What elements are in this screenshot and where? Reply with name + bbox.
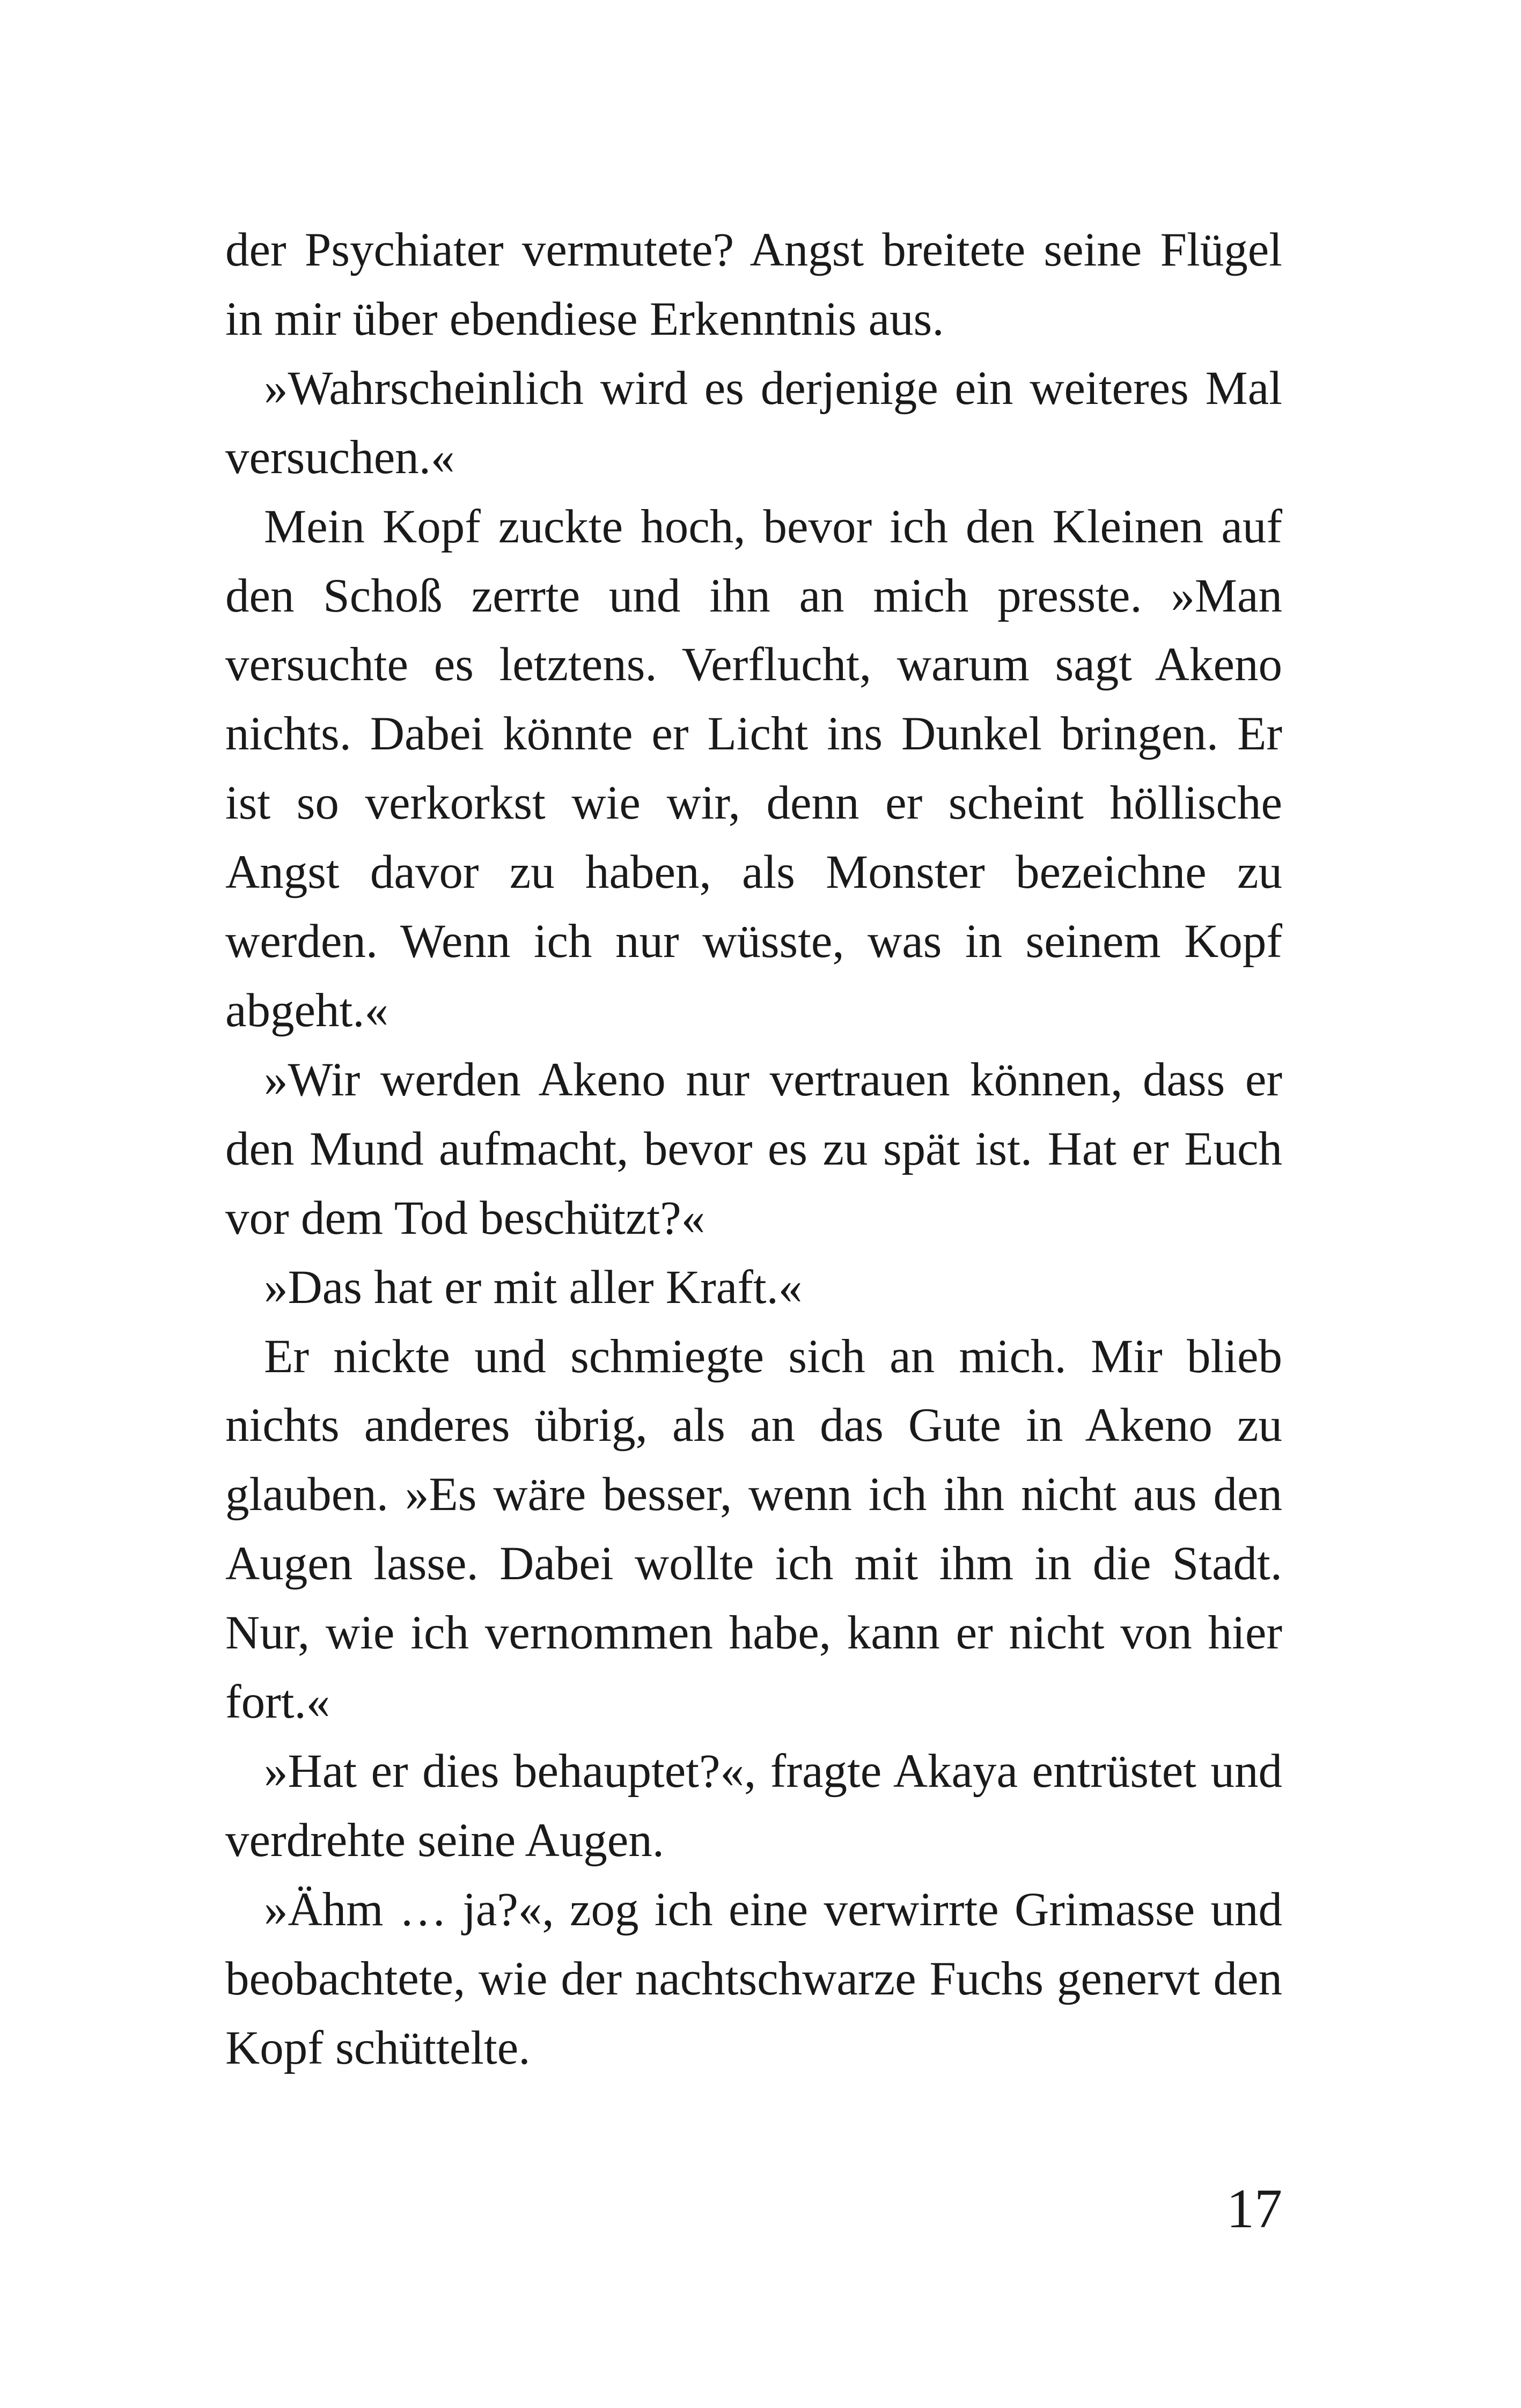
paragraph: »Das hat er mit aller Kraft.« xyxy=(264,1261,803,1314)
paragraph: der Psychiater vermutete? Angst breitete seine Flügel in mir über ebendiese Erkenntnis aus. xyxy=(225,224,1282,345)
paragraph: »Wahrscheinlich wird es derjenige ein weiteres Mal versuchen.« xyxy=(225,362,1282,484)
paragraph: »Ähm … ja?«, zog ich eine verwirrte Grimasse und beobachtete, wie der nachtschwarze Fuchs genervt den Kopf schüttelte. xyxy=(225,1883,1282,2074)
paragraph: Mein Kopf zuckte hoch, bevor ich den Kleinen auf den Schoß zerrte und ihn an mich presste. »Man versuchte es letztens. Verflucht, warum sagt Akeno nichts. Dabei könnte er Licht ins Dunkel bringen. Er ist so verkorkst wie wir, denn er scheint höllische Angst davor zu haben, als Monster bezeichne zu werden. Wenn ich nur wüsste, was in seinem Kopf abgeht.« xyxy=(225,500,1282,1037)
paragraph: »Wir werden Akeno nur vertrauen können, dass er den Mund aufmacht, bevor es zu spät ist. Hat er Euch vor dem Tod beschützt?« xyxy=(225,1053,1282,1244)
paragraph: »Hat er dies behauptet?«, fragte Akaya entrüstet und verdrehte seine Augen. xyxy=(225,1744,1282,1867)
paragraph: Er nickte und schmiegte sich an mich. Mir blieb nichts anderes übrig, als an das Gute in Akeno zu glauben. »Es wäre besser, wenn ich ihn nicht aus den Augen lasse. Dabei wollte ich mit ihm in die Stadt. Nur, wie ich vernommen habe, kann er nicht von hier fort.« xyxy=(225,1330,1282,1729)
body-text xyxy=(225,216,1282,2082)
page-number: 17 xyxy=(1226,2178,1282,2240)
